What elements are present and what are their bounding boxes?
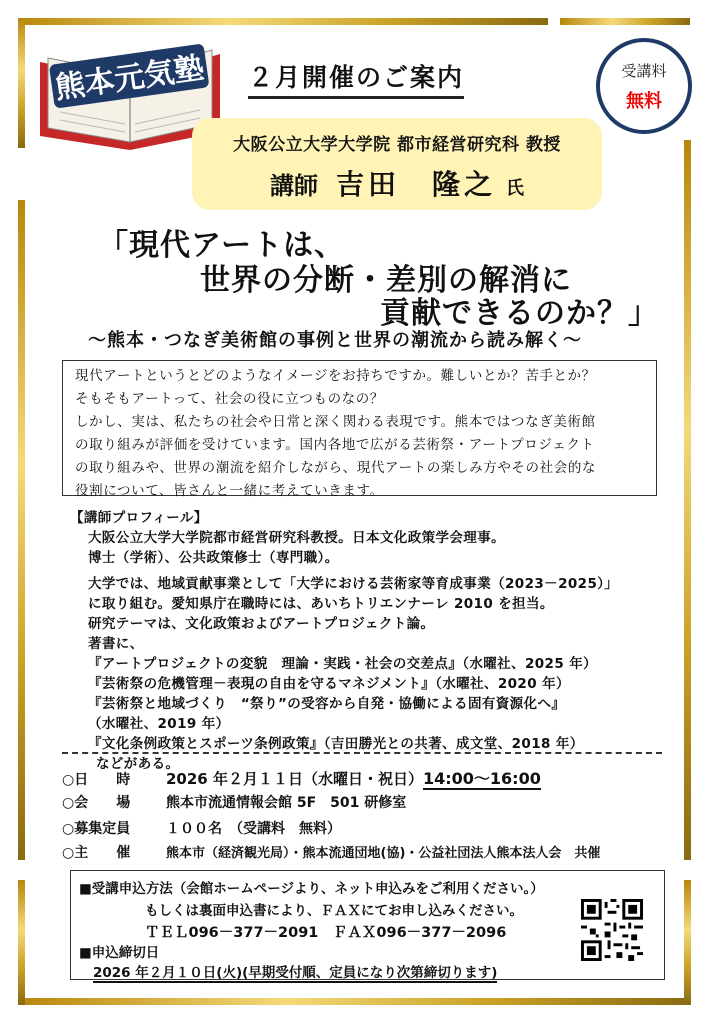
page-headline: ２月開催のご案内: [248, 58, 464, 99]
frame-right-bottom: [684, 880, 691, 1005]
profile-line: などがある。: [96, 756, 180, 772]
time-value: 14:00～16:00: [422, 769, 541, 788]
lecturer-role: 講師: [269, 172, 318, 200]
venue-label: ○会 場: [62, 795, 131, 811]
logo-text: 熊本元気塾: [52, 50, 207, 107]
frame-top-right: [560, 18, 690, 25]
profile-line: 博士（学術）、公共政策修士（専門職）。: [88, 550, 339, 566]
event-capacity-row: [62, 818, 341, 838]
host-value: 熊本市（経済観光局）・熊本流通団地(協)・公益社団法人熊本法人会 共催: [166, 846, 601, 861]
event-host-row: [62, 842, 600, 862]
frame-left-top: [18, 18, 25, 148]
intro-line: そもそもアートって、社会の役に立つものなの？: [75, 391, 384, 407]
lecturer-affiliation: 大阪公立大学大学院 都市経営研究科 教授: [233, 135, 561, 155]
intro-box: [62, 360, 657, 499]
profile-line: 『芸術祭の危機管理－表現の自由を守るマネジメント』（水曜社、2020 年）: [88, 676, 570, 692]
capacity-label: ○募集定員: [62, 821, 131, 837]
profile-line: 『芸術祭と地域づくり “祭り”の受容から自発・協働による固有資源化へ』: [88, 696, 566, 712]
lecturer-line: [192, 163, 602, 203]
frame-right: [684, 140, 691, 860]
intro-line: 役割について、皆さんと一緒に考えていきます。: [75, 483, 384, 499]
host-label: ○主 催: [62, 845, 131, 861]
subtitle: ～熊本・つなぎ美術館の事例と世界の潮流から読み解く～: [88, 330, 582, 351]
intro-line: の取り組みや、世界の潮流を紹介しながら、現代アートの楽しみ方やその社会的な: [75, 460, 597, 476]
profile-line: 著書に、: [88, 636, 144, 652]
venue-value: 熊本市流通情報会館 5F 501 研修室: [166, 795, 407, 811]
lecturer-honorific: 氏: [506, 178, 524, 199]
profile-line: 大阪公立大学大学院都市経営研究科教授。日本文化政策学会理事。: [88, 530, 505, 546]
frame-left: [18, 200, 25, 860]
profile-line: （水曜社、2019 年）: [88, 716, 230, 732]
profile-line: 研究テーマは、文化政策およびアートプロジェクト論。: [88, 616, 435, 632]
frame-left-bottom: [18, 880, 25, 1005]
qr-code-icon[interactable]: [581, 899, 643, 961]
lecturer-box: [192, 118, 602, 210]
section-divider: [62, 752, 662, 754]
title-line-1: 「現代アートは、: [98, 228, 346, 263]
lecturer-name: 吉田 隆之: [335, 168, 496, 201]
date-value: 2026 年２月１１日（水曜日・祝日）: [166, 770, 423, 788]
profile-line: 『文化条例政策とスポーツ条例政策』（吉田勝光との共著、成文堂、2018 年）: [88, 736, 584, 752]
capacity-value: １００名 （受講料 無料）: [166, 821, 341, 837]
title-line-3: 貢献できるのか？」: [380, 296, 659, 331]
frame-top-left: [18, 18, 548, 25]
application-box: [70, 870, 665, 980]
date-label: ○日 時: [62, 772, 131, 788]
apply-fax-note: もしくは裏面申込書により、ＦＡＸにてお申し込みください。: [145, 903, 523, 919]
profile-line: 『アートプロジェクトの変貌 理論・実践・社会の交差点』（水曜社、2025 年）: [88, 656, 598, 672]
apply-method: ■受講申込方法（会館ホームページより、ネット申込みをご利用ください。）: [79, 881, 544, 897]
profile-heading: 【講師プロフィール】: [70, 510, 208, 526]
apply-contacts: ＴＥＬ096－377－2091 ＦＡＸ096－377－2096: [145, 925, 507, 941]
fee-badge: [596, 38, 692, 134]
intro-line: 現代アートというとどのようなイメージをお持ちですか。難しいとか？苦手とか？: [75, 368, 596, 384]
intro-line: しかし、実は、私たちの社会や日常と深く関わる表現です。熊本ではつなぎ美術館: [75, 414, 596, 430]
fee-value: 無料: [626, 91, 662, 112]
intro-line: の取り組みが評価を受けています。国内各地で広がる芸術祭・アートプロジェクト: [75, 437, 595, 453]
deadline-value: 2026 年２月１０日(火)(早期受付順、定員になり次第締切ります): [93, 961, 497, 983]
profile-line: 大学では、地域貢献事業として「大学における芸術家等育成事業（2023－2025）」: [88, 576, 619, 592]
frame-bottom: [18, 998, 690, 1005]
fee-label: 受講料: [621, 62, 667, 80]
event-date-row: [62, 766, 541, 789]
event-venue-row: [62, 792, 406, 812]
title-line-2: 世界の分断・差別の解消に: [200, 263, 572, 298]
deadline-label: ■申込締切日: [79, 945, 160, 961]
profile-line: に取り組む。愛知県庁在職時には、あいちトリエンナーレ 2010 を担当。: [88, 596, 554, 612]
